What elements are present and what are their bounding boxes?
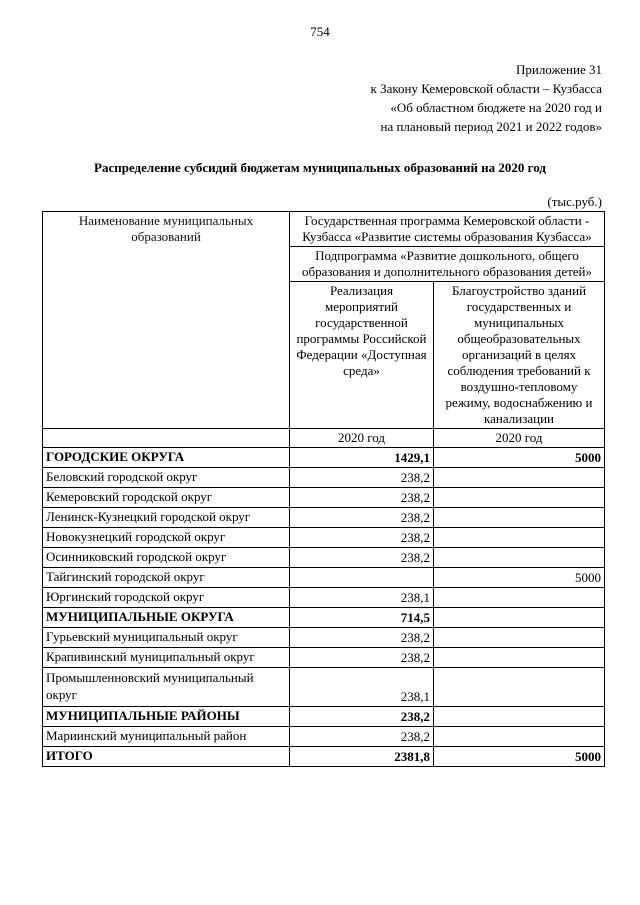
appendix-block <box>371 60 603 136</box>
row-name: Тайгинский городской округ <box>43 568 290 588</box>
header-subprogram: Подпрограмма «Развитие дошкольного, общего образования и дополнительного образования детей» <box>290 247 605 282</box>
document-title: Распределение субсидий бюджетам муниципальных образований на 2020 год <box>94 160 546 175</box>
table-row <box>43 568 605 588</box>
header-col-buildings: Благоустройство зданий государственных и муниципальных общеобразовательных организаций в целях соблюдения требований к воздушно-тепловому режиму, водоснабжению и канализации <box>434 282 605 429</box>
row-name: Кемеровский городской округ <box>43 488 290 508</box>
row-value-buildings <box>434 727 605 747</box>
table-row <box>43 668 605 707</box>
appendix-line: на плановый период 2021 и 2022 годов» <box>380 119 602 134</box>
header-col-accessible-env: Реализация мероприятий государственной программы Российской Федерации «Доступная среда» <box>290 282 434 429</box>
table-row <box>43 548 605 568</box>
table-row <box>43 648 605 668</box>
header-row <box>43 212 605 247</box>
row-value-buildings <box>434 628 605 648</box>
row-name: ИТОГО <box>43 747 290 767</box>
table-row <box>43 747 605 767</box>
row-name: ГОРОДСКИЕ ОКРУГА <box>43 448 290 468</box>
table-body <box>43 448 605 767</box>
header-name-column: Наименование муниципальных образований <box>43 212 290 429</box>
row-name: Ленинск-Кузнецкий городской округ <box>43 508 290 528</box>
row-value-accessible-env: 238,1 <box>290 668 434 707</box>
table-row <box>43 588 605 608</box>
row-value-accessible-env: 238,2 <box>290 468 434 488</box>
row-value-accessible-env: 238,2 <box>290 528 434 548</box>
row-name: Крапивинский муниципальный округ <box>43 648 290 668</box>
header-year: 2020 год <box>290 429 434 448</box>
row-name: Гурьевский муниципальный округ <box>43 628 290 648</box>
row-value-accessible-env: 238,2 <box>290 488 434 508</box>
table-row <box>43 508 605 528</box>
row-name: Промышленновский муниципальный округ <box>43 668 290 707</box>
row-value-accessible-env: 238,2 <box>290 727 434 747</box>
row-value-buildings: 5000 <box>434 448 605 468</box>
row-value-accessible-env: 238,1 <box>290 588 434 608</box>
row-value-accessible-env: 1429,1 <box>290 448 434 468</box>
table-row <box>43 468 605 488</box>
row-name: Мариинский муниципальный район <box>43 727 290 747</box>
row-value-accessible-env: 714,5 <box>290 608 434 628</box>
row-value-buildings <box>434 608 605 628</box>
header-year-row <box>43 429 605 448</box>
row-value-buildings <box>434 508 605 528</box>
row-value-accessible-env <box>290 568 434 588</box>
appendix-line: Приложение 31 <box>515 62 602 77</box>
row-value-buildings: 5000 <box>434 747 605 767</box>
row-value-buildings: 5000 <box>434 568 605 588</box>
row-value-accessible-env: 238,2 <box>290 648 434 668</box>
row-name: Юргинский городской округ <box>43 588 290 608</box>
table-row <box>43 628 605 648</box>
table-row <box>43 608 605 628</box>
row-value-buildings <box>434 588 605 608</box>
row-name: МУНИЦИПАЛЬНЫЕ РАЙОНЫ <box>43 707 290 727</box>
table-row <box>43 707 605 727</box>
units-label: (тыс.руб.) <box>547 194 602 209</box>
row-value-accessible-env: 2381,8 <box>290 747 434 767</box>
row-value-accessible-env: 238,2 <box>290 508 434 528</box>
row-value-accessible-env: 238,2 <box>290 628 434 648</box>
row-name: Новокузнецкий городской округ <box>43 528 290 548</box>
appendix-line: «Об областном бюджете на 2020 год и <box>390 100 602 115</box>
row-value-accessible-env: 238,2 <box>290 548 434 568</box>
table-row <box>43 488 605 508</box>
row-name: МУНИЦИПАЛЬНЫЕ ОКРУГА <box>43 608 290 628</box>
appendix-line: к Закону Кемеровской области – Кузбасса <box>370 81 602 96</box>
row-value-buildings <box>434 528 605 548</box>
row-value-buildings <box>434 468 605 488</box>
table-row <box>43 727 605 747</box>
row-value-buildings <box>434 648 605 668</box>
subsidy-table <box>42 211 605 767</box>
row-name: Беловский городской округ <box>43 468 290 488</box>
empty-cell <box>43 429 290 448</box>
row-value-buildings <box>434 548 605 568</box>
row-name: Осинниковский городской округ <box>43 548 290 568</box>
table-row <box>43 528 605 548</box>
header-program: Государственная программа Кемеровской области - Кузбасса «Развитие системы образования Кузбасса» <box>290 212 605 247</box>
row-value-accessible-env: 238,2 <box>290 707 434 727</box>
row-value-buildings <box>434 668 605 707</box>
table-row <box>43 448 605 468</box>
header-year: 2020 год <box>434 429 605 448</box>
page-number: 754 <box>310 24 330 39</box>
row-value-buildings <box>434 707 605 727</box>
row-value-buildings <box>434 488 605 508</box>
